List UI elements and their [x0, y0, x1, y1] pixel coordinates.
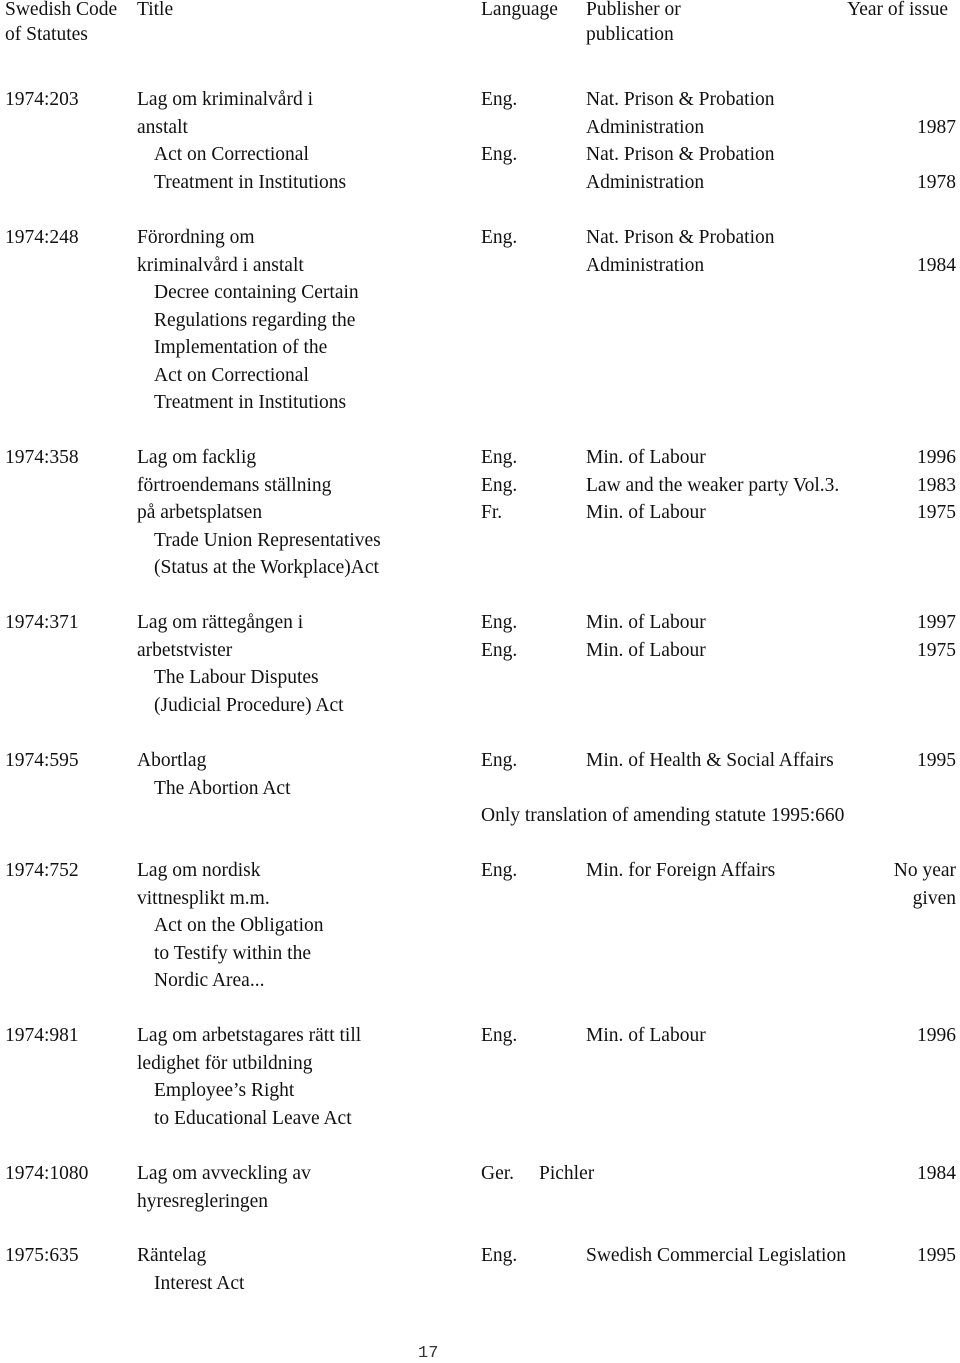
title-english: Employee’s Right: [154, 1080, 295, 1102]
title-english: The Labour Disputes: [154, 667, 319, 689]
edition-publisher: Administration: [586, 171, 705, 193]
edition-year: 1984: [917, 254, 956, 276]
edition-publisher: Min. for Foreign Affairs: [586, 860, 776, 881]
title-swedish: Lag om facklig: [137, 447, 257, 468]
edition-publisher: Min. of Labour: [586, 447, 706, 468]
title-swedish: anstalt: [137, 116, 188, 138]
title-english: Act on the Obligation: [154, 915, 324, 937]
edition-language: Fr.: [481, 502, 503, 524]
statute-code: 1974:595: [5, 750, 79, 771]
title-swedish: Lag om avveckling av: [137, 1163, 311, 1184]
edition-publisher: Nat. Prison & Probation: [586, 227, 775, 248]
statute-code: 1974:752: [5, 860, 79, 881]
edition-publisher: Administration: [586, 254, 705, 276]
edition-year: 1997: [917, 612, 956, 633]
title-english: (Judicial Procedure) Act: [154, 694, 344, 716]
translation-note: Only translation of amending statute 1995:660: [481, 805, 845, 827]
edition-publisher: Min. of Labour: [586, 639, 706, 661]
title-swedish: Lag om rättegången i: [137, 612, 304, 633]
edition-year: 1975: [917, 502, 956, 524]
edition-language: Eng.: [481, 227, 518, 248]
title-english: Nordic Area...: [154, 970, 265, 992]
edition-language: Eng.: [481, 89, 518, 110]
title-swedish: ledighet för utbildning: [137, 1052, 313, 1074]
page-number: 17: [418, 1344, 439, 1363]
edition-year-note: given: [912, 887, 956, 909]
title-swedish: Räntelag: [137, 1245, 207, 1266]
edition-year: 1996: [917, 447, 956, 468]
header-publisher-line2: publication: [586, 24, 674, 45]
edition-year: 1995: [917, 750, 956, 771]
title-english: Treatment in Institutions: [154, 171, 347, 193]
statute-code: 1974:248: [5, 227, 79, 248]
header-language: Language: [481, 0, 558, 20]
edition-language: Eng.: [481, 860, 518, 881]
edition-year: 1983: [917, 474, 956, 496]
edition-year: 1995: [917, 1245, 956, 1266]
edition-language: Ger.: [481, 1163, 515, 1184]
edition-language: Eng.: [481, 1245, 518, 1266]
header-publisher: Publisher or: [586, 0, 681, 20]
title-english: Implementation of the: [154, 337, 328, 359]
title-swedish: Lag om kriminalvård i: [137, 89, 313, 110]
header-code: Swedish Code: [5, 0, 118, 20]
edition-publisher: Min. of Health & Social Affairs: [586, 750, 834, 771]
title-english: The Abortion Act: [154, 777, 291, 799]
title-swedish: vittnesplikt m.m.: [137, 887, 270, 909]
edition-language: Eng.: [481, 447, 518, 468]
header-year: Year of issue: [847, 0, 948, 20]
title-swedish: på arbetsplatsen: [137, 502, 263, 524]
title-english: Treatment in Institutions: [154, 392, 347, 414]
title-english: Interest Act: [154, 1272, 245, 1294]
edition-language: Eng.: [481, 612, 518, 633]
title-english: to Testify within the: [154, 942, 311, 964]
edition-publisher: Nat. Prison & Probation: [586, 89, 775, 110]
title-swedish: Lag om arbetstagares rätt till: [137, 1025, 362, 1046]
edition-language: Eng.: [481, 639, 518, 661]
header-code-line2: of Statutes: [5, 24, 88, 45]
edition-language: Eng.: [481, 144, 518, 166]
edition-year: 1978: [917, 171, 956, 193]
title-swedish: hyresregleringen: [137, 1190, 269, 1212]
edition-publisher: Swedish Commercial Legislation: [586, 1245, 846, 1266]
statute-code: 1974:358: [5, 447, 79, 468]
title-english: (Status at the Workplace)Act: [154, 557, 379, 579]
header-title: Title: [137, 0, 174, 20]
statute-code: 1974:371: [5, 612, 79, 633]
title-english: to Educational Leave Act: [154, 1107, 352, 1129]
edition-language: Eng.: [481, 474, 518, 496]
title-english: Decree containing Certain: [154, 282, 359, 304]
statute-code: 1974:203: [5, 89, 79, 110]
statute-code: 1975:635: [5, 1245, 79, 1266]
edition-publisher: Administration: [586, 116, 705, 138]
edition-publisher: Pichler: [539, 1163, 595, 1184]
edition-year: 1996: [917, 1025, 956, 1046]
title-swedish: arbetstvister: [137, 639, 233, 661]
title-english: Trade Union Representatives: [154, 529, 381, 551]
title-english: Regulations regarding the: [154, 309, 356, 331]
title-swedish: kriminalvård i anstalt: [137, 254, 304, 276]
title-swedish: Förordning om: [137, 227, 255, 248]
edition-year: 1987: [917, 116, 956, 138]
title-english: Act on Correctional: [154, 144, 309, 166]
title-swedish: Lag om nordisk: [137, 860, 261, 881]
edition-publisher: Min. of Labour: [586, 1025, 706, 1046]
edition-year: No year: [893, 860, 956, 881]
statute-code: 1974:981: [5, 1025, 79, 1046]
edition-publisher: Min. of Labour: [586, 502, 706, 524]
edition-language: Eng.: [481, 1025, 518, 1046]
title-swedish: förtroendemans ställning: [137, 474, 332, 496]
edition-language: Eng.: [481, 750, 518, 771]
edition-year: 1975: [917, 639, 956, 661]
edition-publisher: Min. of Labour: [586, 612, 706, 633]
title-swedish: Abortlag: [137, 750, 207, 771]
edition-publisher: Nat. Prison & Probation: [586, 144, 775, 166]
edition-year: 1984: [917, 1163, 956, 1184]
title-english: Act on Correctional: [154, 364, 309, 386]
statute-code: 1974:1080: [5, 1163, 89, 1184]
edition-publisher: Law and the weaker party Vol.3.: [586, 474, 840, 496]
